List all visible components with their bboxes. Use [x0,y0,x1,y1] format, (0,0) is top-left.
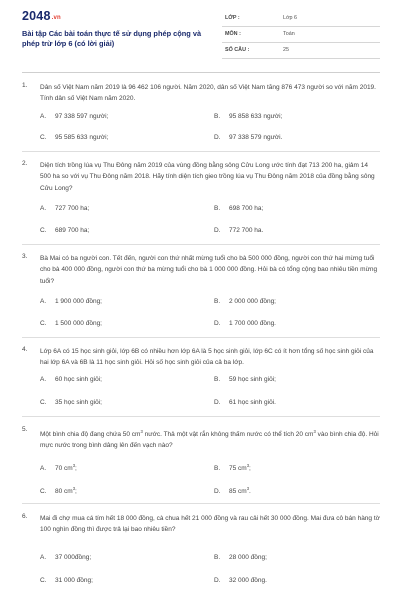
option-letter: C. [40,577,47,584]
option-punct: ; [75,488,77,495]
option-letter: B. [214,465,221,472]
meta-row-subject [222,27,380,43]
option-a[interactable] [40,376,102,383]
option-letter: A. [40,113,47,120]
option-text: 32 000 đồng. [229,577,267,584]
logo-suffix: .vn [51,15,61,21]
question-text: Bà Mai có ba người con. Tết đến, người con thứ nhất mừng tuổi cho bà 500 000 đồng, người con thứ hai mừng tuổi cho bà 400 000 đồng, người con thứ ba mừng tuổi cho bà 1 000 000 đồng. Hỏi bà có tổng cộng bao nhiêu tiền mừng tuổi? [40,255,378,285]
question-text-part: Một bình chia độ đang chứa 50 cm [40,431,141,438]
option-text: 95 858 633 người; [229,113,283,120]
option-letter: D. [214,134,221,141]
option-text: 727 700 ha; [55,205,90,212]
option-text: 1 500 000 đồng; [55,320,102,327]
option-text: 772 700 ha. [229,227,264,234]
superscript: 3 [72,463,76,468]
option-letter: A. [40,205,47,212]
option-text: 95 585 633 người; [55,134,109,141]
option-b[interactable] [214,554,267,561]
option-text: 35 học sinh giỏi; [55,399,102,406]
meta-table [222,11,380,59]
option-text: 37 000đồng; [55,554,92,561]
option-d[interactable] [214,577,267,584]
question-divider [22,151,380,152]
superscript: 3 [140,429,143,434]
option-b[interactable] [214,463,251,472]
question-number: 1. [22,82,28,89]
meta-value: Toán [283,31,295,37]
question-number: 5. [22,426,28,433]
option-a[interactable] [40,113,108,120]
meta-value: Lớp 6 [283,15,298,21]
option-letter: A. [40,298,47,305]
question-number: 4. [22,346,28,353]
option-letter: C. [40,399,47,406]
superscript: 3 [246,486,250,491]
superscript: 3 [313,429,316,434]
superscript: 3 [246,463,250,468]
option-letter: D. [214,227,221,234]
question-text: Dân số Việt Nam năm 2019 là 96 462 106 người. Năm 2020, dân số Việt Nam tăng 876 473 người so với năm 2019. Tính dân số Việt Nam năm 2020. [40,84,376,103]
option-punct: ; [75,465,77,472]
meta-key: MÔN : [225,31,241,37]
meta-row-count [222,43,380,59]
option-text: 2 000 000 đồng; [229,298,276,305]
meta-key: SỐ CÂU : [225,47,250,53]
option-d[interactable] [214,134,282,141]
option-letter: D. [214,399,221,406]
question-number: 2. [22,160,28,167]
option-letter: D. [214,320,221,327]
question-text [40,426,380,452]
option-punct: . [249,488,251,495]
option-text: 28 000 đồng; [229,554,267,561]
meta-key: LỚP : [225,15,240,21]
option-text: 59 học sinh giỏi; [229,376,276,383]
meta-row-class [222,11,380,27]
option-c[interactable] [40,577,93,584]
option-letter: B. [214,298,221,305]
option-a[interactable] [40,554,91,561]
option-b[interactable] [214,113,282,120]
option-text: 70 cm [55,465,73,472]
option-c[interactable] [40,399,102,406]
option-a[interactable] [40,463,77,472]
option-letter: A. [40,554,47,561]
option-letter: C. [40,320,47,327]
option-text: 61 học sinh giỏi. [229,399,276,406]
question-divider [22,416,380,417]
option-punct: ; [249,465,251,472]
document-header [0,0,400,62]
option-text: 698 700 ha; [229,205,264,212]
option-d[interactable] [214,227,263,234]
option-letter: C. [40,134,47,141]
option-text: 60 học sinh giỏi; [55,376,102,383]
option-a[interactable] [40,298,102,305]
header-divider [22,72,380,73]
logo-text: 2048 [22,9,51,23]
option-b[interactable] [214,205,263,212]
option-letter: C. [40,488,47,495]
option-c[interactable] [40,320,102,327]
option-letter: D. [214,577,221,584]
question-text: Mai đi chợ mua cá tím hết 18 000 đồng, cà chua hết 21 000 đồng và rau cải hết 30 000 đồng. Mai đưa cô bán hàng tờ 100 nghìn đồng thì được trả lại bao nhiêu tiền? [40,515,380,534]
option-d[interactable] [214,486,251,495]
question-text: Diện tích trồng lúa vụ Thu Đông năm 2019 của vùng đồng bằng sông Cửu Long ước tính đạt 713 200 ha, giảm 14 500 ha so với vụ Thu Đông năm 2018. Hãy tính diện tích gieo trồng lúa vụ Thu Đông năm 2018 của đồng bằng sông Cửu Long? [40,162,375,192]
question-text: Lớp 6A có 15 học sinh giỏi, lớp 6B có nhiều hơn lớp 6A là 5 học sinh giỏi, lớp 6C có ít hơn tổng số học sinh giỏi của hai lớp 6A và 6B là 11 học sinh giỏi. Hỏi số học sinh giỏi của cả ba lớp. [40,348,374,367]
option-c[interactable] [40,227,89,234]
option-letter: C. [40,227,47,234]
option-text: 1 700 000 đồng. [229,320,276,327]
option-text: 689 700 ha; [55,227,90,234]
option-text: 1 900 000 đồng; [55,298,102,305]
option-text: 80 cm [55,488,73,495]
meta-value: 25 [283,47,289,53]
question-divider [22,244,380,245]
document-title: Bài tập Các bài toán thực tế sử dụng phép cộng và phép trừ lớp 6 (có lời giải) [22,29,202,48]
question-divider [22,503,380,504]
site-logo[interactable] [22,9,61,23]
option-c[interactable] [40,486,77,495]
option-text: 75 cm [229,465,247,472]
question-text-part: nước. Thả một vật rắn không thấm nước có thể tích 20 cm [142,431,314,438]
option-b[interactable] [214,376,276,383]
question-divider [22,337,380,338]
option-a[interactable] [40,205,89,212]
option-text: 97 338 597 người; [55,113,109,120]
option-b[interactable] [214,298,276,305]
option-letter: D. [214,488,221,495]
option-letter: B. [214,554,221,561]
option-d[interactable] [214,320,276,327]
option-text: 85 cm [229,488,247,495]
question-number: 3. [22,253,28,260]
question-number: 6. [22,513,28,520]
question-text-part: vào bình chia độ. Hỏi mực nước trong bình dâng lên đến vạch nào? [40,431,379,450]
option-c[interactable] [40,134,108,141]
option-letter: B. [214,113,221,120]
option-letter: B. [214,376,221,383]
option-letter: A. [40,376,47,383]
option-text: 97 338 579 người. [229,134,283,141]
option-letter: A. [40,465,47,472]
option-text: 31 000 đồng; [55,577,93,584]
option-d[interactable] [214,399,276,406]
superscript: 3 [72,486,76,491]
option-letter: B. [214,205,221,212]
